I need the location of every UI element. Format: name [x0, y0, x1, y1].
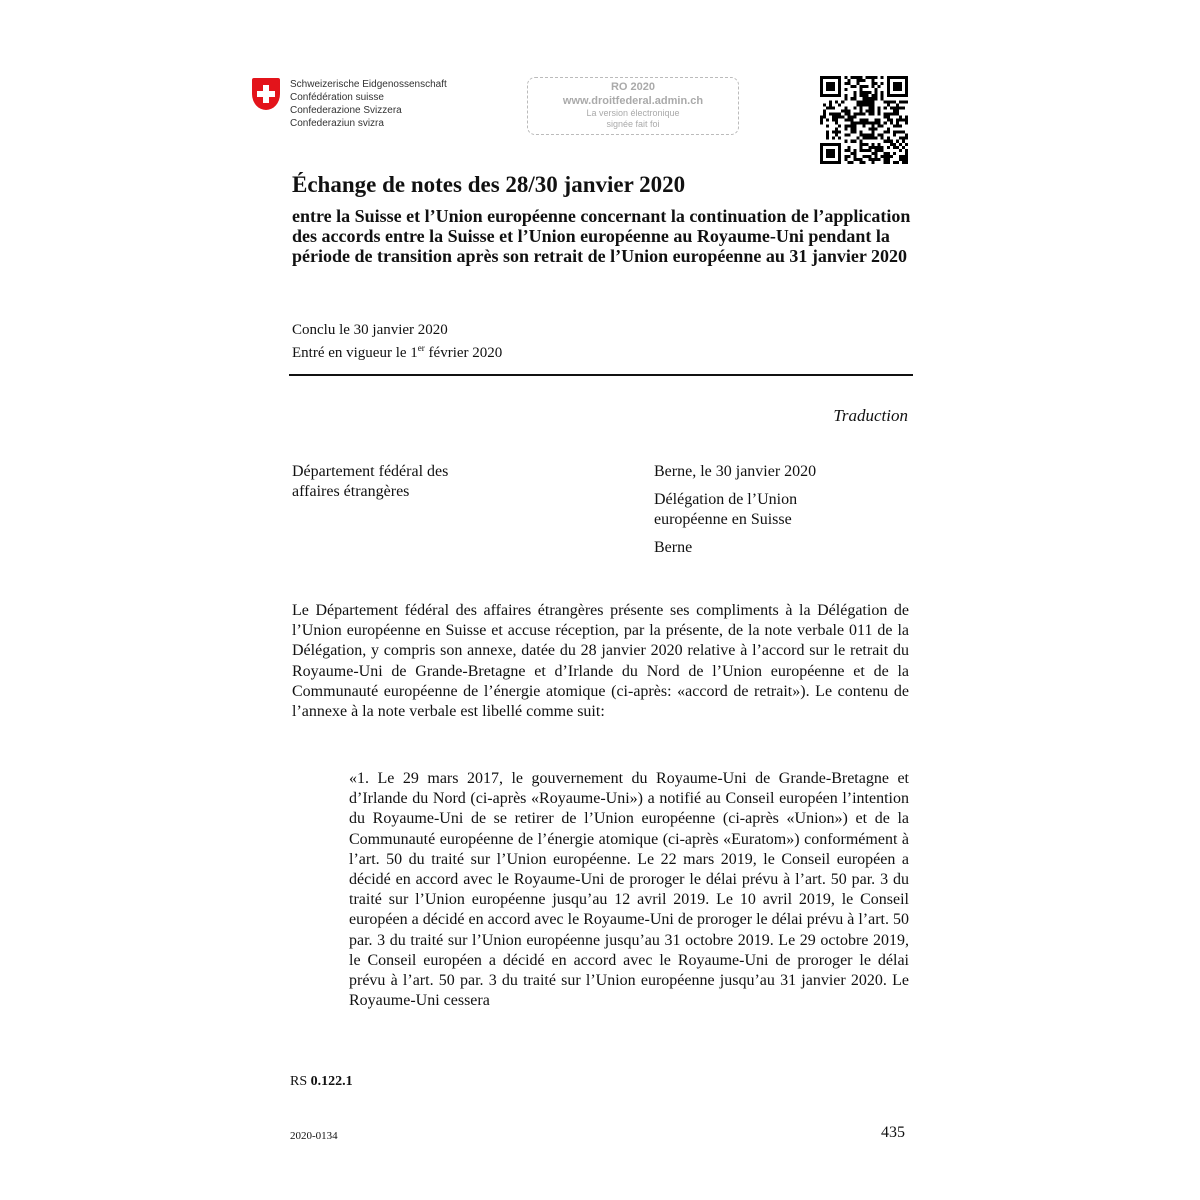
stamp-line-1: La version électronique [586, 108, 680, 118]
concluded-date: Conclu le 30 janvier 2020 [292, 322, 448, 338]
rs-reference: RS 0.122.1 [290, 1074, 353, 1089]
recipient-line: Délégation de l’Union [654, 491, 798, 508]
stamp-ro: RO 2020 [610, 81, 656, 93]
confederation-line-rm: Confederaziun svizra [290, 118, 384, 129]
recipient-city: Berne [654, 539, 693, 556]
confederation-names [290, 78, 447, 130]
sender-block [292, 462, 448, 502]
conclusion-info [292, 321, 502, 362]
confederation-line-de: Schweizerische Eidgenossenschaft [290, 79, 447, 90]
official-publication-stamp [527, 77, 739, 135]
place-date: Berne, le 30 janvier 2020 [654, 463, 817, 480]
document-title: Échange de notes des 28/30 janvier 2020 [292, 172, 686, 197]
confederation-line-fr: Confédération suisse [290, 92, 384, 103]
sender-line: Département fédéral des [292, 463, 449, 480]
recipient-line: européenne en Suisse [654, 511, 792, 528]
quoted-annex-paragraph: «1. Le 29 mars 2017, le gouvernement du Royaume-Uni de Grande-Bretagne et d’Irlande du Nord (ci-après «Royaume-Uni») a notifié au Conseil européen l’intention du Royaume-Uni de se retirer de l’Union européenne (ci-après «Union») et de la Communauté européenne de l’énergie atomique (ci-après «Euratom») conformément à l’art. 50 du traité sur l’Union européenne. Le 22 mars 2019, le Conseil européen a décidé en accord avec le Royaume-Uni de proroger le délai prévu à l’art. 50 par. 3 du traité sur l’Union européenne jusqu’au 12 avril 2019. Le 10 avril 2019, le Conseil européen a décidé en accord avec le Royaume-Uni de proroger le délai prévu à l’art. 50 par. 3 du traité sur l’Union européenne jusqu’au 31 octobre 2019. Le 29 octobre 2019, le Conseil européen a décidé en accord avec le Royaume-Uni de proroger le délai prévu à l’art. 50 par. 3 du traité sur l’Union européenne jusqu’au 31 janvier 2020. Le Royaume-Uni cessera [349, 770, 909, 1010]
stamp-url[interactable]: www.droitfederal.admin.ch [562, 95, 704, 107]
stamp-line-2: signée fait foi [606, 119, 660, 129]
document-number: 2020-0134 [290, 1130, 338, 1142]
qr-code-icon[interactable] [820, 76, 908, 164]
sender-line: affaires étrangères [292, 483, 410, 500]
confederation-line-it: Confederazione Svizzera [290, 105, 402, 116]
page-number: 435 [881, 1124, 905, 1141]
in-force-date: Entré en vigueur le 1er février 2020 [292, 343, 503, 361]
header-divider [289, 374, 913, 376]
recipient-block [654, 462, 816, 558]
document-subtitle: entre la Suisse et l’Union européenne concernant la continuation de l’application des accords entre la Suisse et l’Union européenne au Royaume-Uni pendant la période de transition après son retrait de l’Union européenne au 31 janvier 2020 [292, 206, 911, 266]
translation-label: Traduction [833, 406, 908, 425]
body-paragraph: Le Département fédéral des affaires étrangères présente ses compliments à la Délégation de l’Union européenne en Suisse et accuse réception, par la présente, de la note verbale 011 de la Délégation, y compris son annexe, datée du 28 janvier 2020 relative à l’accord sur le retrait du Royaume-Uni de Grande-Bretagne et d’Irlande du Nord de l’Union européenne et de la Communauté européenne de l’énergie atomique (ci-après: «accord de retrait»). Le contenu de l’annexe à la note verbale est libellé comme suit: [292, 602, 909, 721]
swiss-flag-icon [252, 78, 280, 110]
